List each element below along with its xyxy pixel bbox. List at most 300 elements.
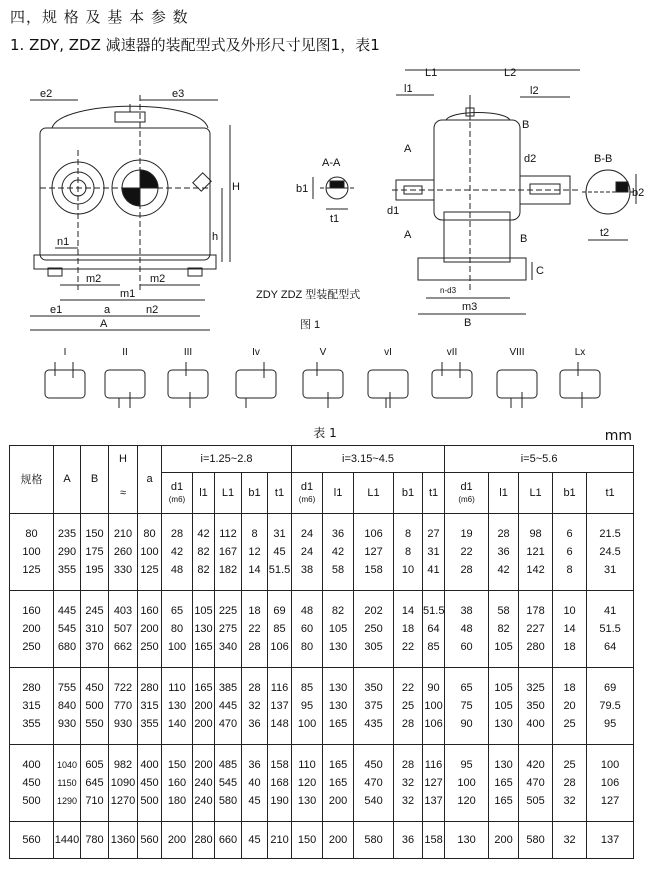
cell-value: 41 <box>427 563 440 576</box>
cell-value: 12 <box>248 545 261 558</box>
cell-value: 1040 <box>56 759 78 770</box>
table-cell <box>323 667 354 744</box>
cell-value: 930 <box>57 717 77 730</box>
table-cell: 580 <box>354 821 394 858</box>
subcol-label: d1 <box>170 480 184 493</box>
cell-value: 200 <box>22 622 41 635</box>
table-cell <box>162 590 193 667</box>
subsection-heading: 1. ZDY, ZDZ 减速器的装配型式及外形尺寸见图1，表1 <box>10 36 380 54</box>
cell-value: 450 <box>140 776 159 789</box>
cell-value: 28 <box>170 527 184 540</box>
cell-value: 260 <box>113 545 133 558</box>
subcol-L1-g3 <box>519 473 553 514</box>
cell-value: 36 <box>248 717 261 730</box>
cell-value: 22 <box>401 640 415 653</box>
table-cell <box>323 513 354 590</box>
ratio-group-1: i=1.25~2.8 <box>162 446 292 473</box>
dim-a: a <box>104 304 111 316</box>
table-cell <box>292 513 323 590</box>
cell-value: 662 <box>113 640 133 653</box>
cell-value: 106 <box>600 776 620 789</box>
table-cell <box>354 667 394 744</box>
subcol-d1-g2 <box>292 473 323 514</box>
cell-value: 82 <box>331 604 345 617</box>
subcol-d1-tolerance: (m6) <box>458 494 475 504</box>
cell-value: 95 <box>460 758 473 771</box>
cell-value: 310 <box>85 622 104 635</box>
table-cell <box>394 590 423 667</box>
cell-value: 28 <box>563 776 576 789</box>
table-cell <box>81 667 109 744</box>
cell-value: 160 <box>140 604 159 617</box>
cell-value: 42 <box>331 545 345 558</box>
dim-e2: e2 <box>40 88 53 100</box>
subcol-label: t1 <box>428 486 439 499</box>
table-cell <box>109 667 138 744</box>
reducer-outline-icon <box>432 370 472 398</box>
assembly-type-6 <box>368 347 408 408</box>
cell-value: 40 <box>248 776 261 789</box>
table-cell <box>10 513 54 590</box>
dim-e3: e3 <box>172 88 185 100</box>
cell-value: 140 <box>167 717 187 730</box>
table-row-last <box>10 821 634 858</box>
subcol-b1-g3 <box>553 473 587 514</box>
cell-value: 14 <box>563 622 576 635</box>
cell-value: 100 <box>424 699 443 712</box>
dim-n-d3: n-d3 <box>440 286 457 295</box>
table-cell <box>215 744 242 821</box>
assembly-type-row <box>45 347 600 408</box>
cell-value: 235 <box>57 527 77 540</box>
table-row-group <box>10 667 634 744</box>
dim-m2-right: m2 <box>150 273 166 285</box>
cell-value: 200 <box>328 794 348 807</box>
cell-value: 250 <box>364 622 383 635</box>
cell-value: 1270 <box>110 794 136 807</box>
cell-value: 100 <box>22 545 41 558</box>
table-cell: 150 <box>292 821 323 858</box>
table-cell <box>553 513 587 590</box>
cell-value: 540 <box>364 794 383 807</box>
cell-value: 507 <box>113 622 133 635</box>
cell-value: 315 <box>140 699 159 712</box>
table-cell <box>10 744 54 821</box>
table-row-group <box>10 744 634 821</box>
cell-value: 403 <box>113 604 133 617</box>
cell-value: 116 <box>424 758 443 771</box>
cell-value: 45 <box>248 794 261 807</box>
assembly-type-7 <box>432 347 472 398</box>
table-cell <box>242 744 268 821</box>
subcol-b1-g2 <box>394 473 423 514</box>
cell-value: 165 <box>494 794 513 807</box>
cell-value: 116 <box>270 681 289 694</box>
col-a: a <box>138 446 162 514</box>
cell-value: 48 <box>300 604 314 617</box>
cell-value: 82 <box>197 545 210 558</box>
table-cell <box>268 667 292 744</box>
cell-value: 8 <box>404 527 412 540</box>
cell-value: 182 <box>218 563 238 576</box>
cell-value: 105 <box>494 640 513 653</box>
cell-value: 105 <box>494 699 513 712</box>
assembly-type-label: V <box>319 347 327 358</box>
cell-value: 106 <box>424 717 443 730</box>
cell-value: 58 <box>331 563 345 576</box>
dim-B: B <box>464 317 472 329</box>
unit-label: mm <box>604 428 632 444</box>
cell-value: 95 <box>300 699 314 712</box>
cell-value: 400 <box>140 758 159 771</box>
cell-value: 18 <box>563 681 576 694</box>
cell-value: 500 <box>22 794 41 807</box>
cell-value: 150 <box>167 758 187 771</box>
subcol-label: b1 <box>248 486 261 499</box>
table-cell <box>109 590 138 667</box>
table-cell: 36 <box>394 821 423 858</box>
dim-m3: m3 <box>462 301 478 313</box>
cell-value: 137 <box>270 699 289 712</box>
table-cell <box>109 744 138 821</box>
table-cell <box>445 513 489 590</box>
cell-value: 69 <box>273 604 286 617</box>
table-cell <box>81 513 109 590</box>
table-cell <box>553 590 587 667</box>
table-cell <box>394 513 423 590</box>
cell-value: 250 <box>22 640 41 653</box>
cell-value: 79.5 <box>599 699 621 712</box>
cell-value: 10 <box>401 563 415 576</box>
cell-value: 110 <box>168 681 186 694</box>
cell-value: 175 <box>85 545 104 558</box>
table-cell: 130 <box>445 821 489 858</box>
cell-value: 315 <box>22 699 41 712</box>
cell-value: 36 <box>497 545 510 558</box>
cell-value: 165 <box>494 776 513 789</box>
assembly-type-label: vI <box>384 347 392 358</box>
table-cell <box>553 744 587 821</box>
table-cell <box>553 667 587 744</box>
table-cell <box>323 744 354 821</box>
cell-value: 80 <box>25 527 38 540</box>
table-cell <box>394 744 423 821</box>
assembly-type-label: VIII <box>509 347 525 358</box>
cell-value: 470 <box>218 717 238 730</box>
cell-value: 8 <box>566 563 573 576</box>
table-cell: 210 <box>268 821 292 858</box>
table-cell <box>587 744 634 821</box>
cell-value: 38 <box>460 604 473 617</box>
table-cell: 137 <box>587 821 634 858</box>
dim-e1: e1 <box>50 304 63 316</box>
cell-value: 167 <box>218 545 238 558</box>
cell-value: 148 <box>270 717 289 730</box>
cell-value: 85 <box>300 681 314 694</box>
subcol-label: l1 <box>333 486 343 499</box>
dim-h: h <box>212 231 219 243</box>
cell-value: 375 <box>364 699 383 712</box>
section-mark-a-top: A <box>404 143 412 155</box>
subcol-label: t1 <box>274 486 285 499</box>
cell-value: 100 <box>457 776 476 789</box>
table-cell <box>423 513 445 590</box>
section-heading: 四，规 格 及 基 本 参 数 <box>10 8 189 26</box>
dim-L1: L1 <box>425 67 438 79</box>
table-cell <box>138 513 162 590</box>
cell-value: 130 <box>328 699 348 712</box>
cell-value: 14 <box>401 604 415 617</box>
subcol-label: l1 <box>499 486 508 499</box>
cell-value: 165 <box>328 776 348 789</box>
table-cell <box>587 590 634 667</box>
col-B: B <box>81 446 109 514</box>
subcol-d1-tolerance: (m6) <box>298 494 316 504</box>
spec-table <box>9 445 634 859</box>
cell-value: 32 <box>563 794 576 807</box>
figure-caption: 图 1 <box>300 319 321 331</box>
subcol-d1-g3 <box>445 473 489 514</box>
cell-value: 80 <box>300 640 314 653</box>
cell-value: 95 <box>603 717 617 730</box>
figure-1-drawing <box>0 0 650 420</box>
cell-value: 28 <box>460 563 473 576</box>
reducer-outline-icon <box>45 370 85 398</box>
cell-value: 400 <box>22 758 41 771</box>
cell-value: 127 <box>600 794 620 807</box>
cell-value: 106 <box>270 640 289 653</box>
cell-value: 158 <box>270 758 289 771</box>
cell-value: 80 <box>170 622 184 635</box>
cell-value: 330 <box>113 563 133 576</box>
table-cell <box>268 744 292 821</box>
assembly-type-9 <box>560 347 600 408</box>
dim-d2: d2 <box>524 153 537 165</box>
table-cell <box>193 590 215 667</box>
cell-value: 25 <box>401 699 415 712</box>
ratio-group-3: i=5~5.6 <box>445 446 634 473</box>
cell-value: 280 <box>140 681 159 694</box>
reducer-outline-icon <box>560 370 600 398</box>
table-cell <box>292 667 323 744</box>
cell-value: 32 <box>401 776 415 789</box>
table-cell <box>445 667 489 744</box>
subcol-label: d1 <box>460 480 473 493</box>
cell-value: 485 <box>218 758 238 771</box>
cell-value: 180 <box>167 794 187 807</box>
cell-value: 58 <box>497 604 510 617</box>
cell-value: 470 <box>364 776 383 789</box>
cell-value: 165 <box>194 681 213 694</box>
reducer-outline-icon <box>105 370 145 398</box>
cell-value: 210 <box>113 527 133 540</box>
cell-value: 200 <box>194 699 213 712</box>
cell-value: 355 <box>140 717 159 730</box>
cell-value: 150 <box>85 527 104 540</box>
dim-l2: l2 <box>530 85 539 97</box>
cell-value: 82 <box>197 563 210 576</box>
cell-value: 100 <box>140 545 159 558</box>
cell-value: 105 <box>194 604 213 617</box>
cell-value: 120 <box>297 776 317 789</box>
assembly-caption: ZDY ZDZ 型装配型式 <box>256 289 361 301</box>
table-cell: 158 <box>423 821 445 858</box>
cell-value: 28 <box>248 681 261 694</box>
assembly-type-label: III <box>183 347 193 358</box>
table-cell <box>423 667 445 744</box>
table-cell: 780 <box>81 821 109 858</box>
cell-value: 18 <box>401 622 415 635</box>
cell-value: 340 <box>218 640 238 653</box>
table-cell: 1360 <box>109 821 138 858</box>
cell-value: 470 <box>526 776 545 789</box>
cell-value: 227 <box>526 622 545 635</box>
cell-value: 982 <box>113 758 133 771</box>
cell-value: 505 <box>526 794 545 807</box>
table-cell: 1440 <box>54 821 81 858</box>
table-cell <box>215 513 242 590</box>
table-cell: 45 <box>242 821 268 858</box>
subcol-l1-g1 <box>193 473 215 514</box>
table-cell <box>445 590 489 667</box>
table-cell <box>81 744 109 821</box>
cell-value: 550 <box>85 717 104 730</box>
table-cell <box>138 590 162 667</box>
cell-value: 42 <box>170 545 184 558</box>
table-cell <box>292 590 323 667</box>
cell-value: 51.5 <box>423 604 445 617</box>
subcol-label: b1 <box>401 486 415 499</box>
cell-value: 500 <box>140 794 159 807</box>
cell-value: 1290 <box>56 795 78 806</box>
cell-value: 202 <box>364 604 383 617</box>
cell-value: 90 <box>460 717 473 730</box>
table-cell <box>215 667 242 744</box>
section-aa-label: A-A <box>322 157 341 169</box>
table-cell <box>242 667 268 744</box>
assembly-type-3 <box>168 347 208 408</box>
cell-value: 160 <box>167 776 187 789</box>
cell-value: 10 <box>563 604 576 617</box>
cell-value: 722 <box>113 681 133 694</box>
cell-value: 280 <box>526 640 545 653</box>
cell-value: 160 <box>22 604 41 617</box>
dim-n1: n1 <box>57 236 70 248</box>
dim-L2: L2 <box>504 67 517 79</box>
assembly-type-label: Iv <box>252 347 260 358</box>
table-cell <box>215 590 242 667</box>
cell-value: 250 <box>140 640 159 653</box>
col-spec: 规格 <box>10 446 54 514</box>
cell-value: 14 <box>248 563 261 576</box>
table-cell <box>138 744 162 821</box>
assembly-type-1 <box>45 347 85 398</box>
assembly-type-2 <box>105 347 145 408</box>
reducer-outline-icon <box>497 370 537 398</box>
cell-value: 1090 <box>110 776 136 789</box>
cell-value: 48 <box>170 563 184 576</box>
table-cell <box>519 744 553 821</box>
cell-value: 125 <box>22 563 41 576</box>
cell-value: 25 <box>563 758 576 771</box>
cell-value: 350 <box>526 699 545 712</box>
cell-value: 38 <box>300 563 314 576</box>
cell-value: 130 <box>328 681 348 694</box>
cell-value: 105 <box>328 622 348 635</box>
table-cell <box>242 590 268 667</box>
cell-value: 645 <box>85 776 104 789</box>
cell-value: 6 <box>566 545 573 558</box>
cell-value: 370 <box>85 640 104 653</box>
header-row-1 <box>10 446 634 473</box>
cell-value: 165 <box>328 717 348 730</box>
cell-value: 8 <box>404 545 412 558</box>
cell-value: 755 <box>57 681 77 694</box>
subcol-t1-g1 <box>268 473 292 514</box>
cell-value: 18 <box>248 604 261 617</box>
cell-value: 75 <box>460 699 473 712</box>
table-cell <box>489 744 519 821</box>
table-cell <box>519 667 553 744</box>
cell-value: 60 <box>300 622 314 635</box>
cell-value: 450 <box>85 681 104 694</box>
table-row-group <box>10 590 634 667</box>
cell-value: 8 <box>251 527 258 540</box>
dim-l1: l1 <box>404 83 413 95</box>
cell-value: 100 <box>167 640 187 653</box>
cell-value: 605 <box>85 758 104 771</box>
table-cell <box>394 667 423 744</box>
cell-value: 24 <box>300 527 314 540</box>
col-H-approx: ≈ <box>109 473 138 514</box>
cell-value: 130 <box>194 622 213 635</box>
reducer-outline-icon <box>168 370 208 398</box>
cell-value: 130 <box>167 699 187 712</box>
cell-value: 60 <box>460 640 473 653</box>
table-cell: 280 <box>193 821 215 858</box>
subcol-t1-g2 <box>423 473 445 514</box>
cell-value: 105 <box>494 681 513 694</box>
col-A: A <box>54 446 81 514</box>
cell-value: 64 <box>427 622 440 635</box>
subcol-l1-g2 <box>323 473 354 514</box>
cell-value: 106 <box>364 527 383 540</box>
table-cell <box>242 513 268 590</box>
subcol-d1-tolerance: (m6) <box>168 494 186 504</box>
cell-value: 350 <box>364 681 383 694</box>
table-cell <box>489 513 519 590</box>
cell-value: 20 <box>563 699 576 712</box>
cell-value: 27 <box>427 527 440 540</box>
cell-value: 355 <box>57 563 77 576</box>
cell-value: 420 <box>526 758 545 771</box>
cell-value: 710 <box>85 794 104 807</box>
dim-H: H <box>232 181 240 193</box>
cell-value: 36 <box>331 527 345 540</box>
cell-value: 41 <box>603 604 617 617</box>
cell-value: 200 <box>140 622 159 635</box>
cell-value: 6 <box>566 527 573 540</box>
section-mark-a-bottom: A <box>404 229 412 241</box>
table-cell <box>354 744 394 821</box>
cell-value: 28 <box>497 527 510 540</box>
cell-value: 100 <box>297 717 317 730</box>
table-cell: 200 <box>489 821 519 858</box>
cell-value: 500 <box>85 699 104 712</box>
cell-value: 65 <box>460 681 473 694</box>
dim-b2: b2 <box>632 187 645 199</box>
dim-C: C <box>536 265 544 277</box>
